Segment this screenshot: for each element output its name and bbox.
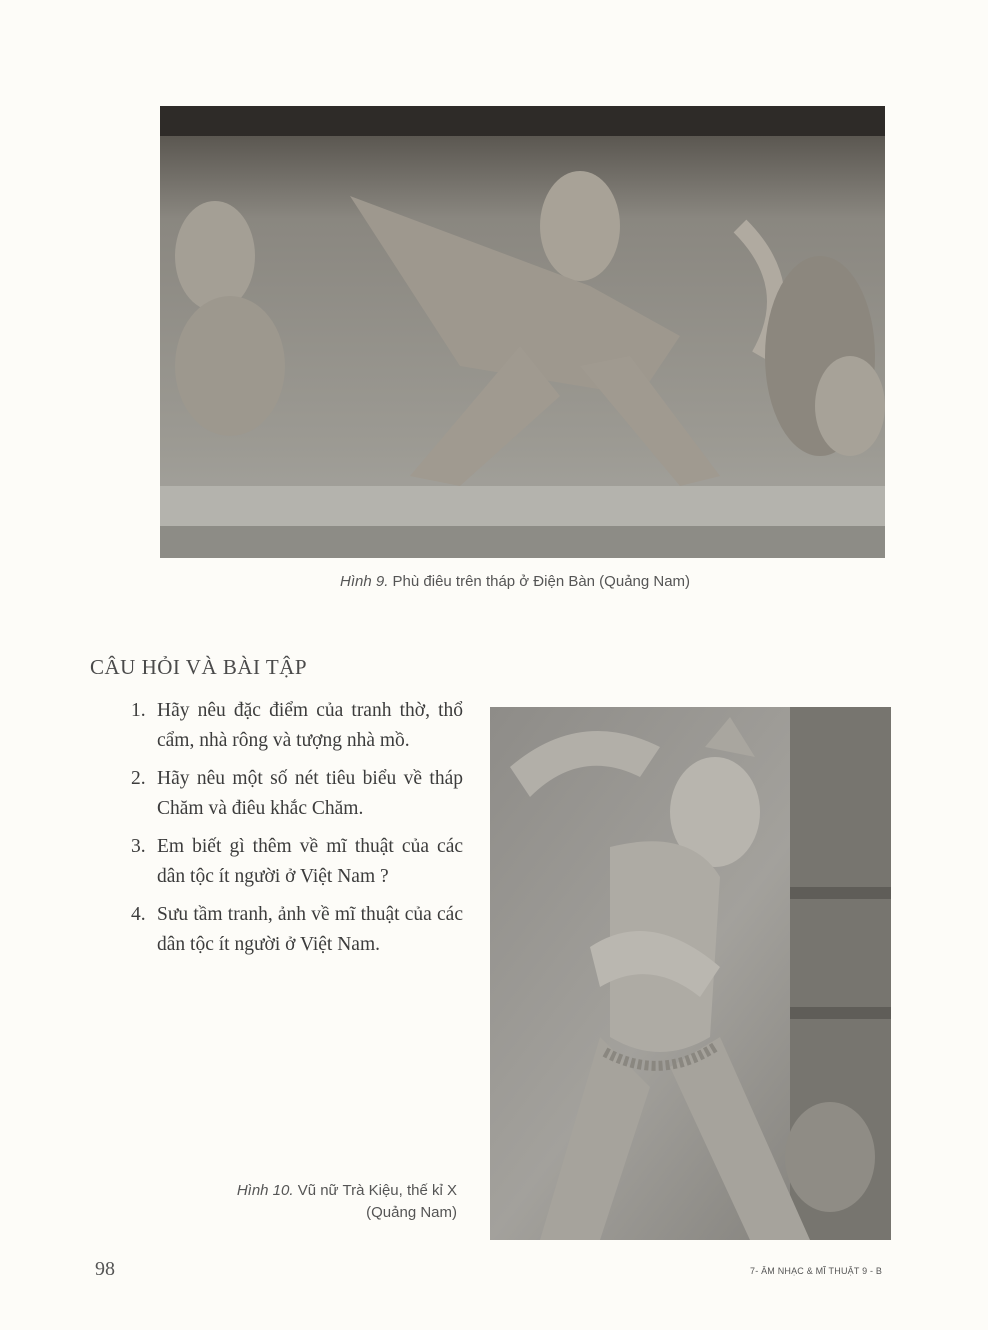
question-item: [125, 696, 463, 756]
figure-10-text-line2: (Quảng Nam): [366, 1204, 457, 1221]
figure-9-text: Phù điêu trên tháp ở Điện Bàn (Quảng Nam): [392, 573, 691, 590]
figure-9-photo: [160, 106, 885, 558]
question-item: [125, 900, 463, 960]
figure-9-label: Hình 9.: [340, 573, 389, 590]
question-text: Sưu tầm tranh, ảnh về mĩ thuật của các dân tộc ít người ở Việt Nam.: [157, 904, 463, 955]
question-number: 2.: [131, 768, 146, 789]
figure-10-label: Hình 10.: [236, 1182, 294, 1199]
footer-code: 7- ÂM NHẠC & MĨ THUẬT 9 - B: [750, 1266, 883, 1276]
question-number: 4.: [131, 904, 146, 925]
figure-10-photo: [490, 707, 891, 1240]
question-text: Em biết gì thêm về mĩ thuật của các dân tộc ít người ở Việt Nam ?: [157, 836, 463, 887]
question-text: Hãy nêu đặc điểm của tranh thờ, thổ cẩm, nhà rông và tượng nhà mồ.: [157, 700, 463, 751]
page-number: 98: [95, 1258, 115, 1280]
question-item: [125, 832, 463, 892]
figure-9-caption: [340, 573, 690, 590]
figure-10-text-line1: Vũ nữ Trà Kiệu, thế kỉ X: [297, 1182, 457, 1199]
question-item: [125, 764, 463, 824]
question-number: 3.: [131, 836, 146, 857]
question-text: Hãy nêu một số nét tiêu biểu về tháp Chăm và điêu khắc Chăm.: [157, 768, 463, 819]
figure-10-caption: [185, 1180, 457, 1224]
section-title: CÂU HỎI VÀ BÀI TẬP: [90, 655, 308, 679]
relief-carving-image: [160, 106, 885, 558]
dancer-sculpture-image: [490, 707, 891, 1240]
question-number: 1.: [131, 700, 146, 721]
question-list: [125, 696, 463, 968]
